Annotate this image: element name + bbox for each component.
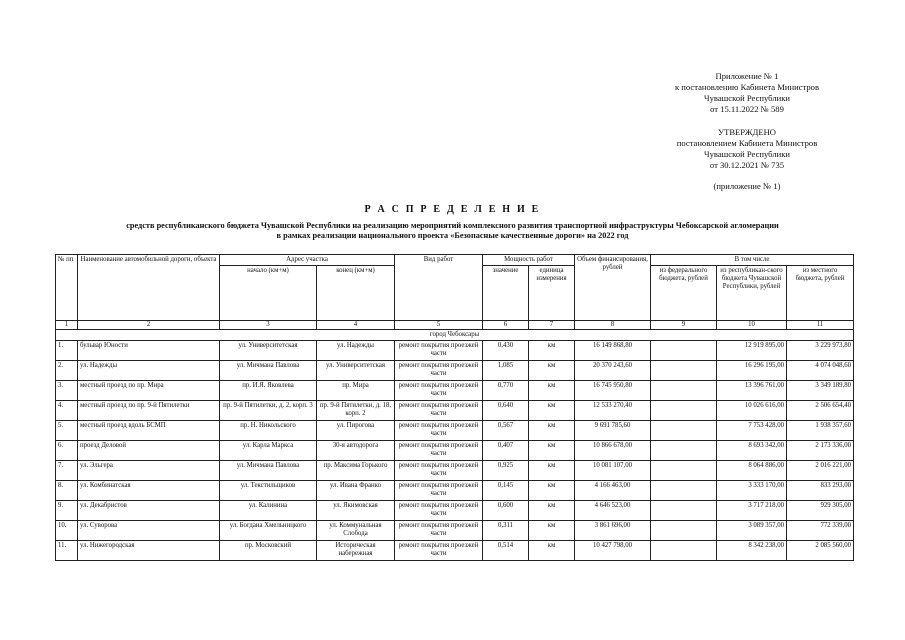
federal-budget <box>651 461 717 481</box>
table-row <box>56 341 854 361</box>
financing-volume: 16 149 868,80 <box>575 341 651 361</box>
table-row <box>56 461 854 481</box>
local-budget: 3 349 189,80 <box>787 381 854 401</box>
local-budget: 2 173 336,00 <box>787 441 854 461</box>
header-value: значение <box>483 266 529 321</box>
work-type: ремонт покрытия проезжей части <box>395 441 483 461</box>
capacity-value: 0,430 <box>483 341 529 361</box>
road-name: ул. Суворова <box>78 521 220 541</box>
city-row <box>56 330 854 341</box>
header-work: Вид работ <box>395 255 483 321</box>
approval-line: (приложение № 1) <box>713 181 781 191</box>
document-title: Р А С П Р Е Д Е Л Е Н И Е <box>364 204 541 215</box>
financing-volume: 3 861 696,00 <box>575 521 651 541</box>
approval-line: постановлением Кабинета Министров <box>676 138 818 148</box>
table-row <box>56 361 854 381</box>
header-num: № пп <box>56 255 78 321</box>
header-start: начало (км+м) <box>220 266 317 321</box>
road-name: ул. Комбинатская <box>78 481 220 501</box>
republic-budget: 16 296 195,00 <box>717 361 787 381</box>
city-name: город Чебоксары <box>56 330 854 341</box>
capacity-unit: км <box>529 361 575 381</box>
section-start: ул. Мичмана Павлова <box>220 461 317 481</box>
road-name: ул. Нижегородская <box>78 541 220 561</box>
column-number: 2 <box>78 321 220 330</box>
federal-budget <box>651 521 717 541</box>
section-start: ул. Богдана Хмельницкого <box>220 521 317 541</box>
row-number: 1. <box>56 341 78 361</box>
republic-budget: 3 333 170,00 <box>717 481 787 501</box>
work-type: ремонт покрытия проезжей части <box>395 501 483 521</box>
capacity-unit: км <box>529 501 575 521</box>
section-start: пр. Московский <box>220 541 317 561</box>
road-name: проезд Деловой <box>78 441 220 461</box>
column-number: 8 <box>575 321 651 330</box>
row-number: 9. <box>56 501 78 521</box>
republic-budget: 8 064 886,00 <box>717 461 787 481</box>
column-number: 1 <box>56 321 78 330</box>
table-row <box>56 381 854 401</box>
capacity-unit: км <box>529 401 575 421</box>
work-type: ремонт покрытия проезжей части <box>395 461 483 481</box>
capacity-value: 0,145 <box>483 481 529 501</box>
row-number: 10. <box>56 521 78 541</box>
federal-budget <box>651 341 717 361</box>
federal-budget <box>651 501 717 521</box>
section-start: пр. Н. Никольского <box>220 421 317 441</box>
row-number: 4. <box>56 401 78 421</box>
republic-budget: 8 342 238,00 <box>717 541 787 561</box>
section-end: ул. Пирогова <box>317 421 395 441</box>
section-end: ул. Якимовская <box>317 501 395 521</box>
header-republic: из республикан-ского бюджета Чувашской Республики, рублей <box>717 266 787 321</box>
local-budget: 4 074 048,60 <box>787 361 854 381</box>
column-number: 3 <box>220 321 317 330</box>
section-start: пр. 9-й Пятилетки, д. 2, корп. 3 <box>220 401 317 421</box>
republic-budget: 12 919 895,00 <box>717 341 787 361</box>
capacity-value: 0,600 <box>483 501 529 521</box>
road-name: ул. Надежды <box>78 361 220 381</box>
financing-volume: 20 370 243,60 <box>575 361 651 381</box>
local-budget: 1 938 357,60 <box>787 421 854 441</box>
section-start: ул. Университетская <box>220 341 317 361</box>
appendix-block <box>672 71 822 115</box>
section-start: ул. Мичмана Павлова <box>220 361 317 381</box>
table-row <box>56 501 854 521</box>
republic-budget: 10 026 616,00 <box>717 401 787 421</box>
road-name: местный проезд по пр. 9-й Пятилетки <box>78 401 220 421</box>
capacity-unit: км <box>529 441 575 461</box>
capacity-value: 0,640 <box>483 401 529 421</box>
distribution-table <box>55 254 854 561</box>
row-number: 2. <box>56 361 78 381</box>
republic-budget: 8 693 342,00 <box>717 441 787 461</box>
federal-budget <box>651 441 717 461</box>
row-number: 6. <box>56 441 78 461</box>
row-number: 5. <box>56 421 78 441</box>
local-budget: 833 293,00 <box>787 481 854 501</box>
federal-budget <box>651 541 717 561</box>
row-number: 3. <box>56 381 78 401</box>
approval-block <box>672 127 822 192</box>
column-number: 4 <box>317 321 395 330</box>
local-budget: 2 085 560,00 <box>787 541 854 561</box>
financing-volume: 10 427 798,00 <box>575 541 651 561</box>
work-type: ремонт покрытия проезжей части <box>395 381 483 401</box>
capacity-unit: км <box>529 461 575 481</box>
column-number: 10 <box>717 321 787 330</box>
capacity-unit: км <box>529 521 575 541</box>
column-number: 7 <box>529 321 575 330</box>
work-type: ремонт покрытия проезжей части <box>395 541 483 561</box>
header-federal: из федерального бюджета, рублей <box>651 266 717 321</box>
financing-volume: 16 745 950,80 <box>575 381 651 401</box>
local-budget: 772 339,00 <box>787 521 854 541</box>
local-budget: 2 016 221,00 <box>787 461 854 481</box>
section-start: ул. Калинина <box>220 501 317 521</box>
financing-volume: 4 166 463,00 <box>575 481 651 501</box>
column-number-row <box>56 321 854 330</box>
financing-volume: 4 646 523,00 <box>575 501 651 521</box>
capacity-value: 0,925 <box>483 461 529 481</box>
appendix-line: Чувашской Республики <box>704 93 790 103</box>
table-row <box>56 421 854 441</box>
header-capacity: Мощность работ <box>483 255 575 266</box>
header-unit: единица измерения <box>529 266 575 321</box>
republic-budget: 7 753 428,00 <box>717 421 787 441</box>
header-volume: Объем финансирования, рублей <box>575 255 651 321</box>
section-end: ул. Коммунальная Слобода <box>317 521 395 541</box>
republic-budget: 13 396 761,00 <box>717 381 787 401</box>
section-end: пр. Мира <box>317 381 395 401</box>
table-row <box>56 541 854 561</box>
row-number: 8. <box>56 481 78 501</box>
table-row <box>56 481 854 501</box>
section-end: Историческая набережная <box>317 541 395 561</box>
work-type: ремонт покрытия проезжей части <box>395 361 483 381</box>
local-budget: 3 229 973,80 <box>787 341 854 361</box>
federal-budget <box>651 481 717 501</box>
appendix-line: Приложение № 1 <box>715 71 779 81</box>
local-budget: 929 305,00 <box>787 501 854 521</box>
work-type: ремонт покрытия проезжей части <box>395 521 483 541</box>
capacity-value: 0,514 <box>483 541 529 561</box>
appendix-line: от 15.11.2022 № 589 <box>710 104 784 114</box>
header-including: В том числе <box>651 255 854 266</box>
header-address: Адрес участка <box>220 255 395 266</box>
federal-budget <box>651 381 717 401</box>
row-number: 11. <box>56 541 78 561</box>
capacity-unit: км <box>529 341 575 361</box>
work-type: ремонт покрытия проезжей части <box>395 421 483 441</box>
capacity-value: 0,770 <box>483 381 529 401</box>
road-name: ул. Декабристов <box>78 501 220 521</box>
document-subtitle: в рамках реализации национального проекта «Безопасные качественные дороги» на 2022 год <box>276 231 629 240</box>
financing-volume: 10 081 107,00 <box>575 461 651 481</box>
header-road: Наименование автомобильной дороги, объекта <box>78 255 220 321</box>
section-end: пр. 9-й Пятилетки, д. 18, корп. 2 <box>317 401 395 421</box>
column-number: 5 <box>395 321 483 330</box>
row-number: 7. <box>56 461 78 481</box>
republic-budget: 3 089 357,00 <box>717 521 787 541</box>
local-budget: 2 506 654,40 <box>787 401 854 421</box>
capacity-value: 0,567 <box>483 421 529 441</box>
column-number: 6 <box>483 321 529 330</box>
work-type: ремонт покрытия проезжей части <box>395 401 483 421</box>
capacity-unit: км <box>529 481 575 501</box>
header-end: конец (км+м) <box>317 266 395 321</box>
section-start: ул. Карла Маркса <box>220 441 317 461</box>
section-start: пр. И.Я. Яковлева <box>220 381 317 401</box>
capacity-value: 0,311 <box>483 521 529 541</box>
section-end: 30-я автодорога <box>317 441 395 461</box>
road-name: бульвар Юности <box>78 341 220 361</box>
road-name: местный проезд по пр. Мира <box>78 381 220 401</box>
section-end: ул. Надежды <box>317 341 395 361</box>
capacity-unit: км <box>529 421 575 441</box>
capacity-unit: км <box>529 381 575 401</box>
table-row <box>56 401 854 421</box>
table-row <box>56 441 854 461</box>
approval-line: от 30.12.2021 № 735 <box>709 160 785 170</box>
federal-budget <box>651 361 717 381</box>
federal-budget <box>651 421 717 441</box>
republic-budget: 3 717 218,00 <box>717 501 787 521</box>
financing-volume: 9 691 785,60 <box>575 421 651 441</box>
road-name: местный проезд вдоль БСМП <box>78 421 220 441</box>
document-subtitle: средств республиканского бюджета Чувашской Республики на реализацию мероприятий комплексного развития транспортной инфраструктуры Чебоксарской агломерации <box>126 221 779 230</box>
section-end: ул. Университетская <box>317 361 395 381</box>
section-start: ул. Текстильщиков <box>220 481 317 501</box>
capacity-value: 1,085 <box>483 361 529 381</box>
approval-line: Чувашской Республики <box>704 149 790 159</box>
approval-line: УТВЕРЖДЕНО <box>717 127 777 137</box>
section-end: ул. Ивана Франко <box>317 481 395 501</box>
section-end: пр. Максима Горького <box>317 461 395 481</box>
column-number: 11 <box>787 321 854 330</box>
appendix-line: к постановлению Кабинета Министров <box>674 82 820 92</box>
financing-volume: 12 533 270,40 <box>575 401 651 421</box>
work-type: ремонт покрытия проезжей части <box>395 481 483 501</box>
capacity-value: 0,407 <box>483 441 529 461</box>
table-row <box>56 521 854 541</box>
financing-volume: 10 866 678,00 <box>575 441 651 461</box>
work-type: ремонт покрытия проезжей части <box>395 341 483 361</box>
header-local: из местного бюджета, рублей <box>787 266 854 321</box>
road-name: ул. Эльгера <box>78 461 220 481</box>
column-number: 9 <box>651 321 717 330</box>
federal-budget <box>651 401 717 421</box>
capacity-unit: км <box>529 541 575 561</box>
